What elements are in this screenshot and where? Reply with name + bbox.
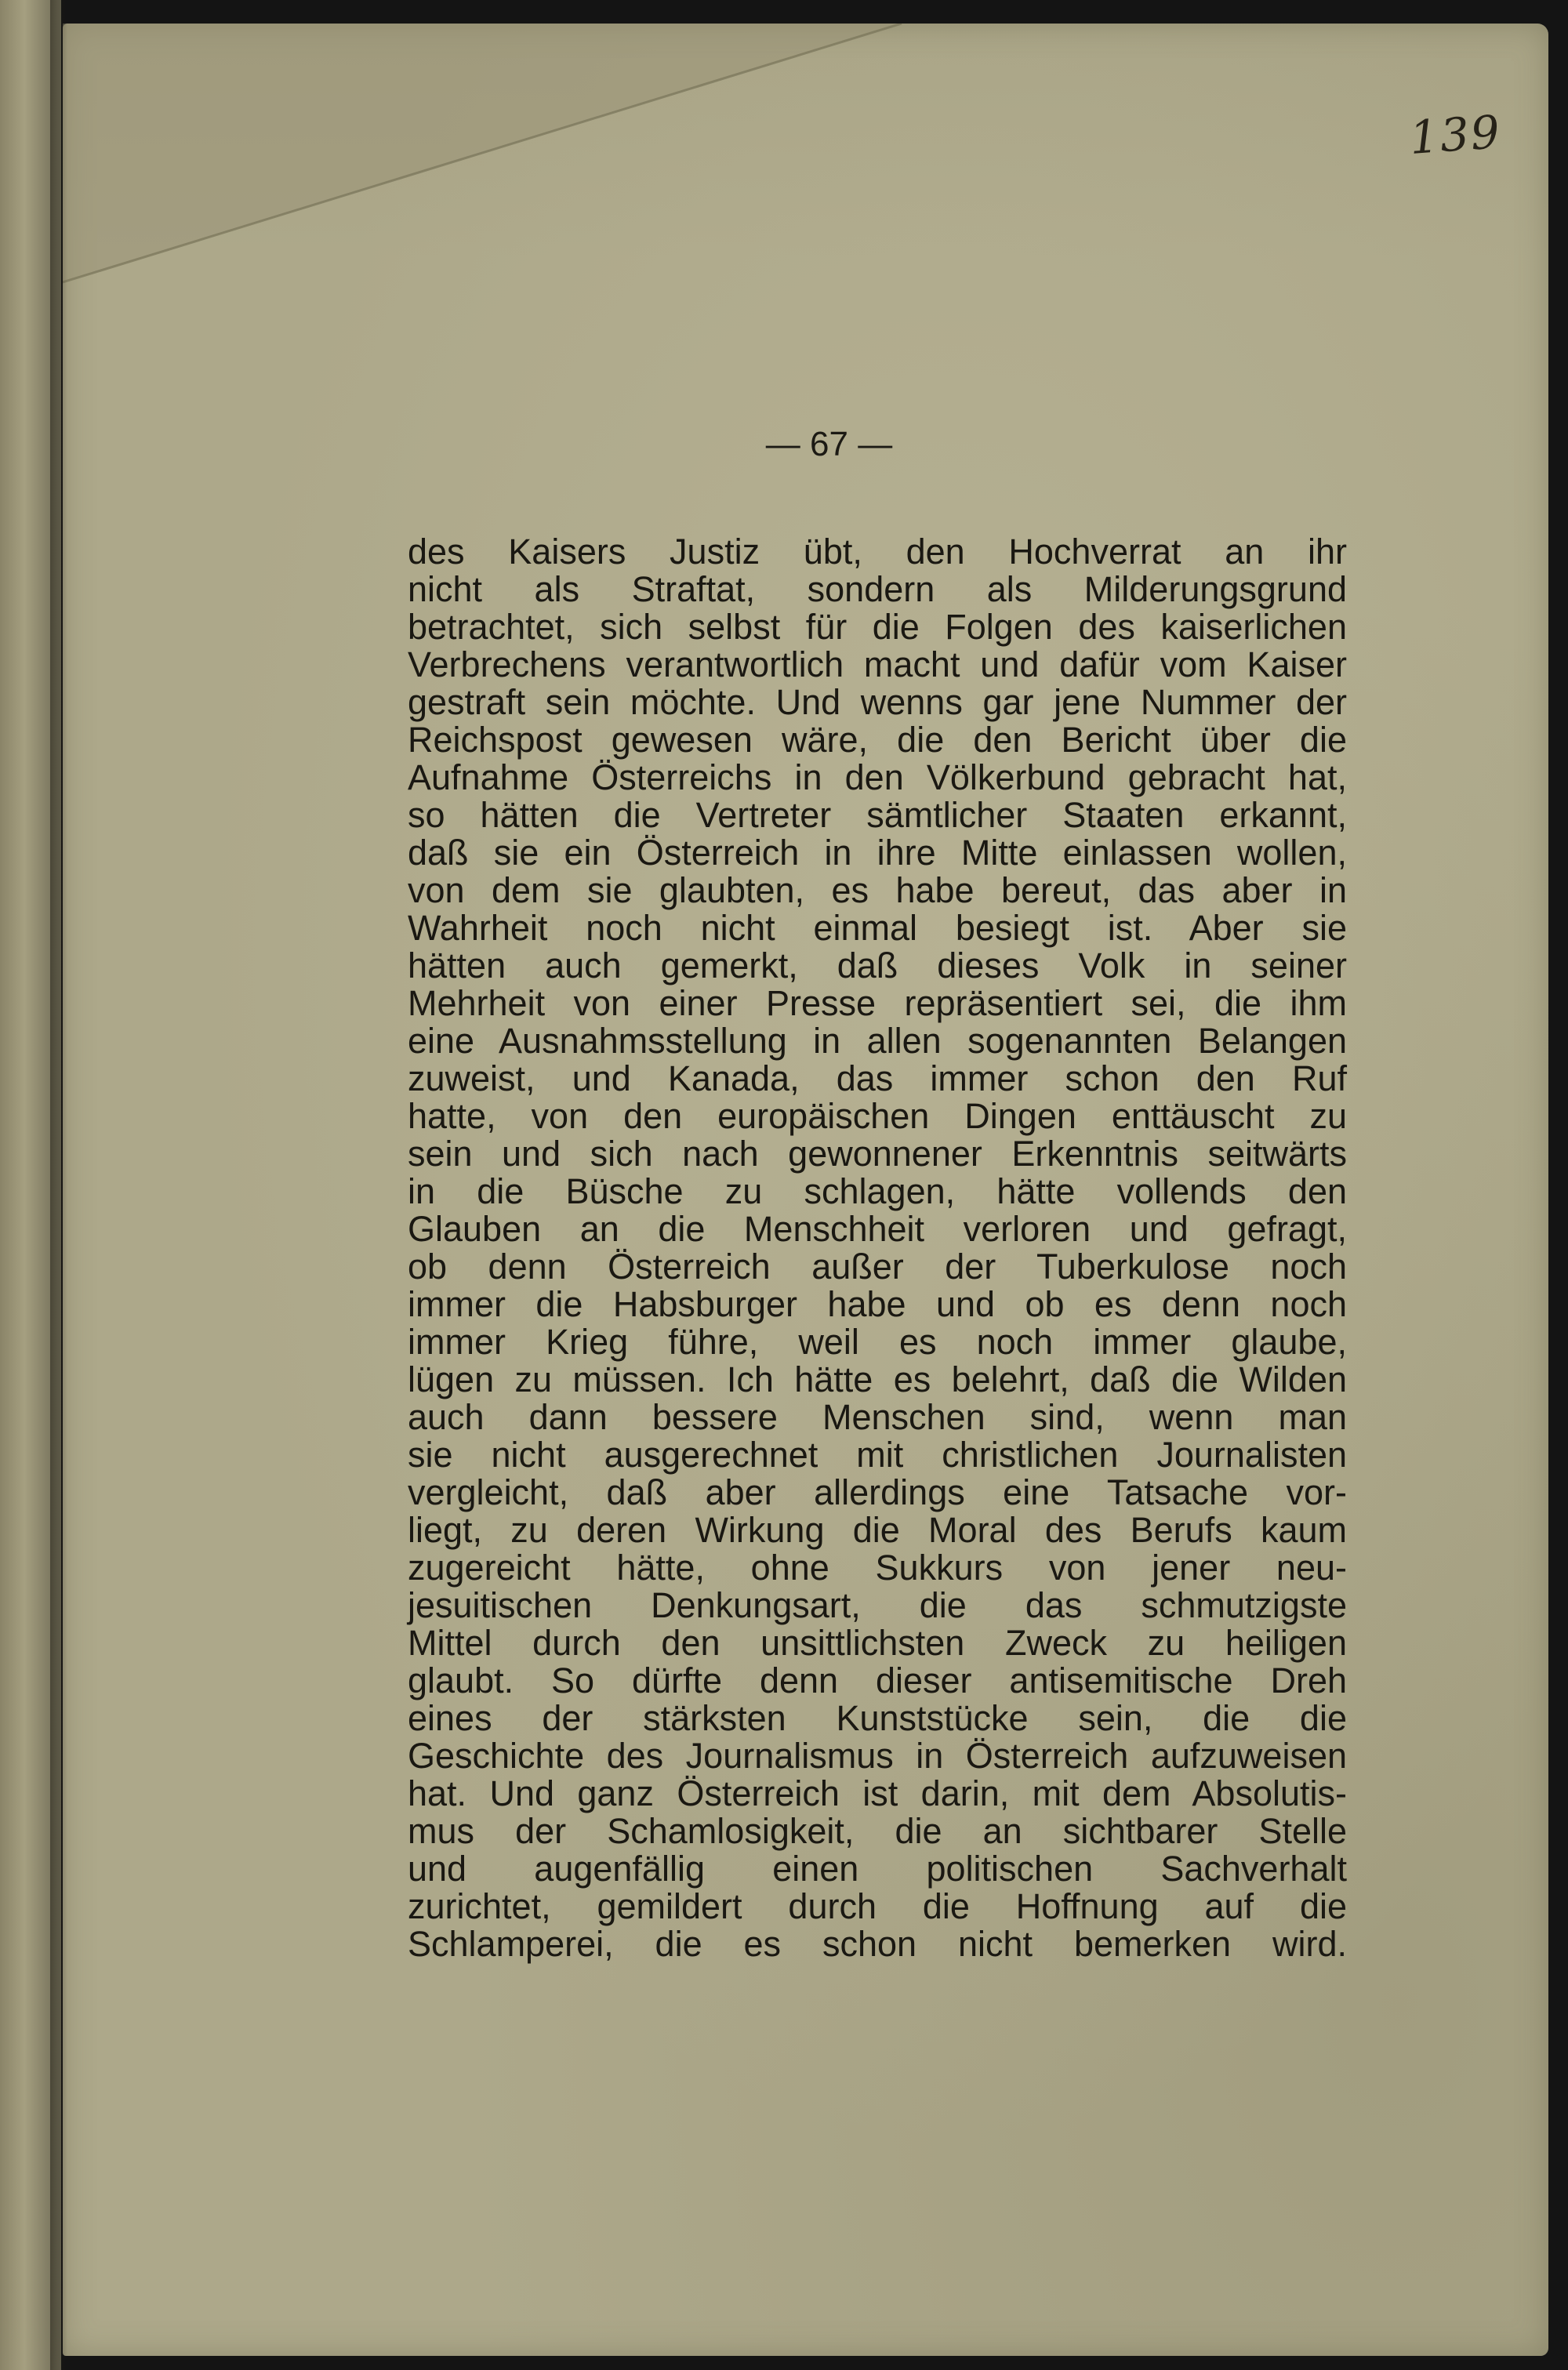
text-line: lügen zu müssen. Ich hätte es belehrt, daß die Wilden — [408, 1359, 1347, 1399]
text-line: sie nicht ausgerechnet mit christlichen Journalisten — [408, 1435, 1347, 1475]
text-line: auch dann bessere Menschen sind, wenn man — [408, 1397, 1347, 1437]
text-line: hat. Und ganz Österreich ist darin, mit dem Absolutis- — [408, 1773, 1347, 1813]
text-line: immer die Habsburger habe und ob es denn noch — [408, 1284, 1347, 1324]
text-line: nicht als Straftat, sondern als Milderungsgrund — [408, 569, 1347, 609]
book-page — [63, 24, 1548, 2356]
text-line: Mehrheit von einer Presse repräsentiert sei, die ihm — [408, 983, 1347, 1023]
text-line: zuweist, und Kanada, das immer schon den Ruf — [408, 1058, 1347, 1098]
text-line: Verbrechens verantwortlich macht und dafür vom Kaiser — [408, 644, 1347, 684]
text-line: gestraft sein möchte. Und wenns gar jene Nummer der — [408, 682, 1347, 722]
text-line: Glauben an die Menschheit verloren und gefragt, — [408, 1209, 1347, 1249]
text-line: hatte, von den europäischen Dingen enttäuscht zu — [408, 1096, 1347, 1136]
text-line: Aufnahme Österreichs in den Völkerbund gebracht hat, — [408, 757, 1347, 797]
text-line: Mittel durch den unsittlichsten Zweck zu heiligen — [408, 1623, 1347, 1663]
text-line: Schlamperei, die es schon nicht bemerken wird. — [408, 1924, 1347, 1964]
text-line: eine Ausnahmsstellung in allen sogenannten Belangen — [408, 1021, 1347, 1061]
body-text — [408, 533, 1347, 1963]
text-line: liegt, zu deren Wirkung die Moral des Berufs kaum — [408, 1510, 1347, 1550]
binding-shadow — [50, 0, 67, 2370]
text-line: mus der Schamlosigkeit, die an sichtbarer Stelle — [408, 1811, 1347, 1851]
text-line: des Kaisers Justiz übt, den Hochverrat an ihr — [408, 532, 1347, 572]
text-line: in die Büsche zu schlagen, hätte vollends den — [408, 1171, 1347, 1211]
text-line: zurichtet, gemildert durch die Hoffnung auf die — [408, 1886, 1347, 1926]
text-line: eines der stärksten Kunststücke sein, die die — [408, 1698, 1347, 1738]
page-number: — 67 — — [765, 425, 893, 463]
text-line: sein und sich nach gewonnener Erkenntnis seitwärts — [408, 1134, 1347, 1174]
text-line: glaubt. So dürfte denn dieser antisemitische Dreh — [408, 1660, 1347, 1700]
text-line: so hätten die Vertreter sämtlicher Staaten erkannt, — [408, 795, 1347, 835]
text-line: vergleicht, daß aber allerdings eine Tatsache vor- — [408, 1472, 1347, 1512]
text-line: Geschichte des Journalismus in Österreich aufzuweisen — [408, 1736, 1347, 1776]
folded-corner-crease — [63, 24, 1548, 353]
text-line: daß sie ein Österreich in ihre Mitte einlassen wollen, — [408, 833, 1347, 873]
text-line: immer Krieg führe, weil es noch immer glaube, — [408, 1322, 1347, 1362]
text-line: und augenfällig einen politischen Sachverhalt — [408, 1849, 1347, 1889]
handwritten-folio-number: 139 — [1408, 105, 1504, 165]
text-line: ob denn Österreich außer der Tuberkulose noch — [408, 1247, 1347, 1287]
text-line: jesuitischen Denkungsart, die das schmutzigste — [408, 1585, 1347, 1625]
text-line: betrachtet, sich selbst für die Folgen des kaiserlichen — [408, 607, 1347, 647]
text-line: von dem sie glaubten, es habe bereut, das aber in — [408, 870, 1347, 910]
text-line: Wahrheit noch nicht einmal besiegt ist. Aber sie — [408, 908, 1347, 948]
text-line: hätten auch gemerkt, daß dieses Volk in seiner — [408, 945, 1347, 985]
text-line: zugereicht hätte, ohne Sukkurs von jener neu- — [408, 1548, 1347, 1588]
text-line: Reichspost gewesen wäre, die den Bericht über die — [408, 720, 1347, 760]
